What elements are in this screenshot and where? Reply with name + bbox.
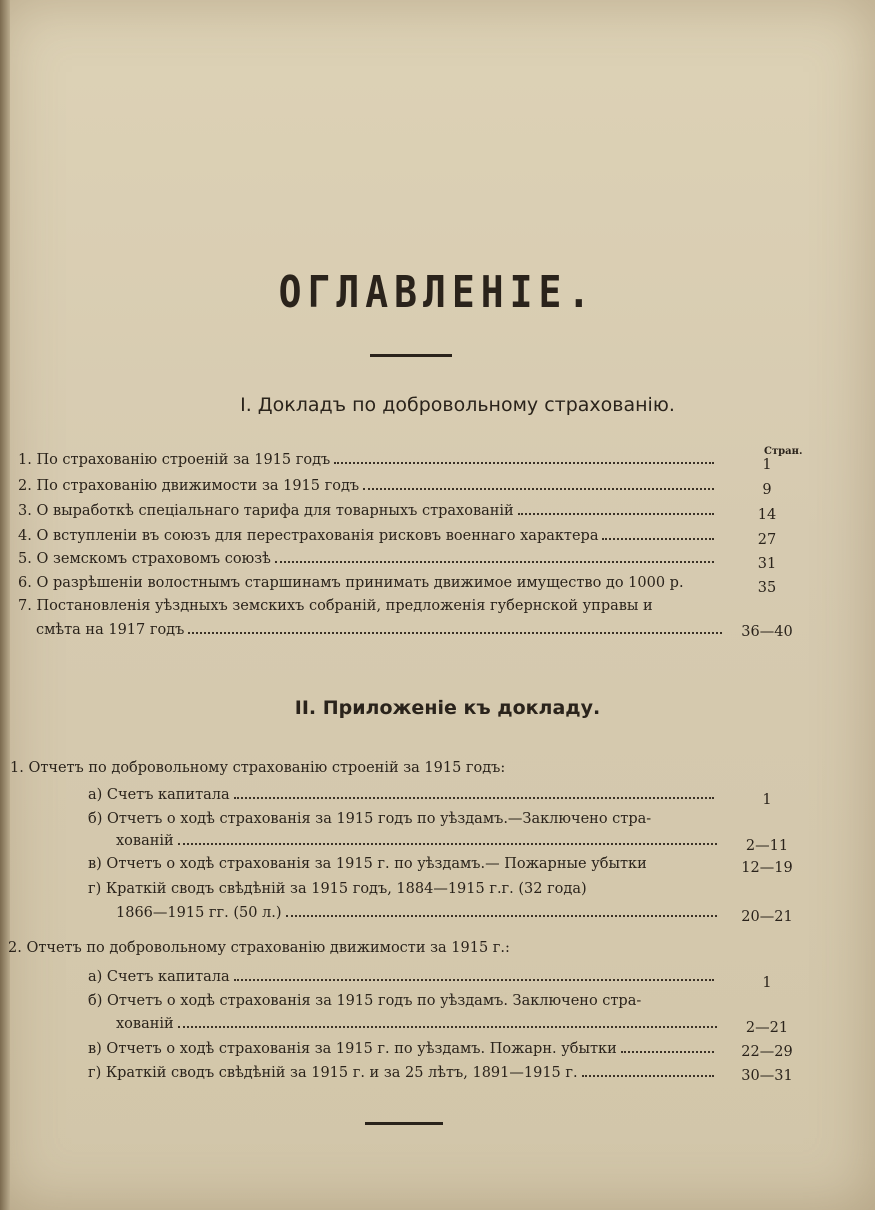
entry-text: По страхованію строеній за 1915 годъ [36,452,331,468]
entry-page: 22—29 [741,1044,793,1060]
toc-subentry-continuation [116,833,721,849]
entry-text: Постановленія уѣздныхъ земскихъ собраній, предложенія губернской управы и [36,598,653,614]
entry-text: в) Отчетъ о ходѣ страхованія за 1915 г. по уѣздамъ.— Пожарные убытки [88,856,647,872]
dot-leader [286,915,717,917]
bottom-divider [365,1122,443,1125]
toc-subentry [88,811,728,827]
dot-leader [178,1026,717,1028]
toc-subentry [88,969,718,985]
entry-page: 14 [757,507,777,523]
entry-text: а) Счетъ капитала [88,787,230,803]
toc-entry [18,452,718,468]
toc-subentry-continuation [116,905,721,921]
dot-leader [234,797,714,799]
toc-entry [18,503,718,519]
page-spine [0,0,10,1210]
entry-text: О вступленіи въ союзъ для перестрахованія рисковъ военнаго характера [36,528,599,544]
toc-subentry [88,787,718,803]
toc-subentry [88,856,728,872]
section2-heading: II. Приложеніе къ докладу. [294,697,601,719]
group-text: Отчетъ по добровольному страхованію движимости за 1915 г.: [26,940,510,956]
toc-subentry [88,881,728,897]
entry-text: О земскомъ страховомъ союзѣ [36,551,271,567]
entry-number: 4. [18,528,32,544]
entry-text: б) Отчетъ о ходѣ страхованія за 1915 годъ по уѣздамъ.—Заключено стра- [88,811,652,827]
entry-page: 1 [762,457,772,473]
entry-text: 1866—1915 гг. (50 л.) [116,905,282,921]
entry-number: 5. [18,551,32,567]
entry-page: 36—40 [741,624,793,640]
entry-text: хованій [116,1016,174,1032]
section1-heading: I. Докладъ по добровольному страхованію. [240,394,675,416]
entry-number: 3. [18,503,32,519]
toc-group-header [8,940,608,956]
entry-text: а) Счетъ капитала [88,969,230,985]
toc-subentry-continuation [116,1016,721,1032]
toc-subentry [88,1065,718,1081]
dot-leader [363,488,714,490]
entry-page: 35 [757,580,777,596]
entry-text: г) Краткій сводъ свѣдѣній за 1915 годъ, 1884—1915 г.г. (32 года) [88,881,587,897]
dot-leader [188,632,722,634]
group-number: 2. [8,940,22,956]
toc-entry [18,478,718,494]
entry-page: 1 [762,975,772,991]
entry-text: О выработкѣ спеціальнаго тарифа для товарныхъ страхованій [36,503,514,519]
entry-number: 1. [18,452,32,468]
toc-group-header [10,760,610,776]
entry-text: О разрѣшеніи волостнымъ старшинамъ принимать движимое имущество до 1000 р. [36,575,684,591]
dot-leader [234,979,714,981]
dot-leader [602,538,714,540]
group-number: 1. [10,760,24,776]
toc-subentry [88,1041,718,1057]
dot-leader [178,843,717,845]
entry-text: б) Отчетъ о ходѣ страхованія за 1915 годъ по уѣздамъ. Заключено стра- [88,993,642,1009]
dot-leader [621,1051,714,1053]
dot-leader [518,513,714,515]
entry-text: хованій [116,833,174,849]
dot-leader [275,561,714,563]
toc-entry [18,551,718,567]
entry-page: 30—31 [741,1068,793,1084]
entry-text: в) Отчетъ о ходѣ страхованія за 1915 г. по уѣздамъ. Пожарн. убытки [88,1041,617,1057]
entry-number: 7. [18,598,32,614]
toc-entry [18,598,798,614]
toc-subentry [88,993,728,1009]
page-column-header: Стран. [764,446,803,457]
toc-entry-continuation [36,622,726,638]
dot-leader [334,462,714,464]
entry-page: 12—19 [741,860,793,876]
page-title: ОГЛАВЛЕНІЕ. [278,266,597,318]
group-text: Отчетъ по добровольному страхованію строеній за 1915 годъ: [28,760,506,776]
dot-leader [582,1075,714,1077]
entry-page: 2—21 [745,1020,789,1036]
entry-text: По страхованію движимости за 1915 годъ [36,478,360,494]
toc-entry [18,528,718,544]
entry-page: 1 [762,792,772,808]
entry-page: 2—11 [745,838,789,854]
entry-text: г) Краткій сводъ свѣдѣній за 1915 г. и за 25 лѣтъ, 1891—1915 г. [88,1065,578,1081]
title-divider [370,354,452,357]
toc-entry [18,575,738,591]
entry-page: 27 [757,532,777,548]
entry-page: 20—21 [741,909,793,925]
entry-page: 9 [762,482,772,498]
entry-page: 31 [757,556,777,572]
entry-number: 2. [18,478,32,494]
entry-text: смѣта на 1917 годъ [36,622,185,638]
entry-number: 6. [18,575,32,591]
